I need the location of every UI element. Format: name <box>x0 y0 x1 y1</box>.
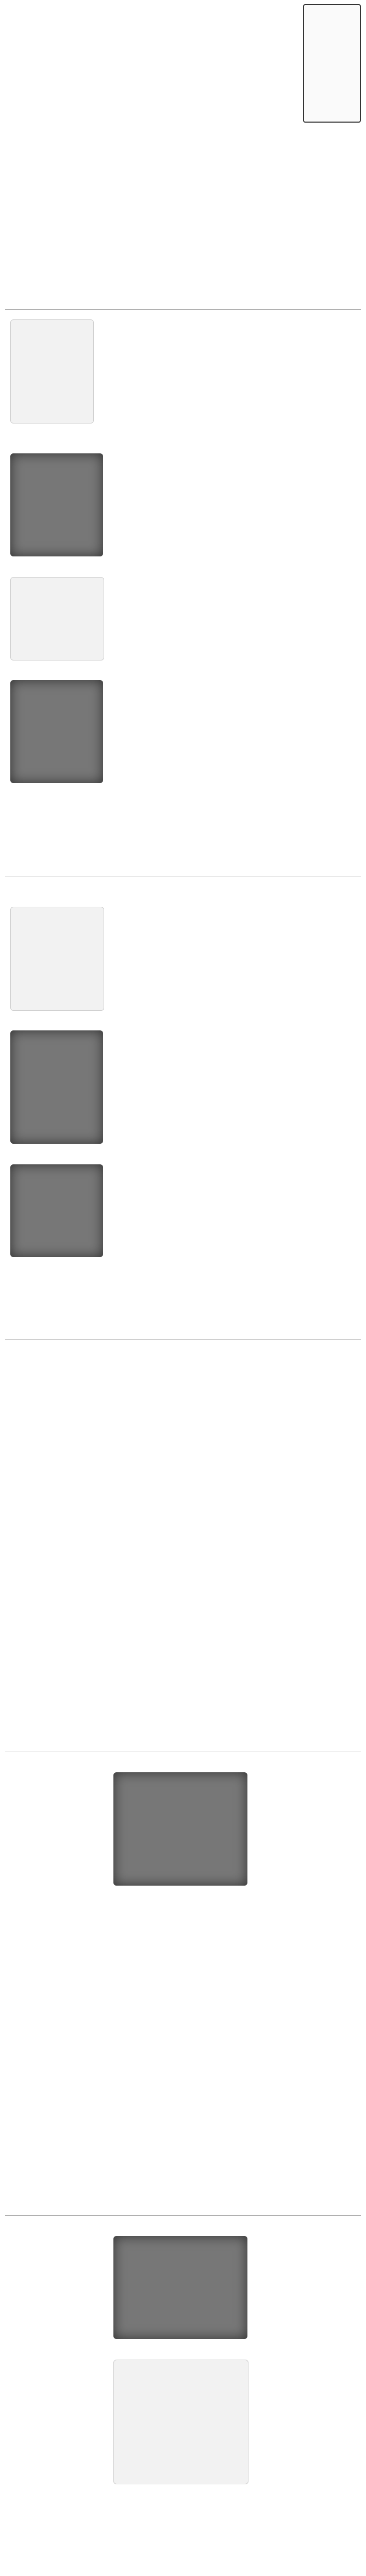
figure-7 <box>10 1164 103 1259</box>
figure-3 <box>10 577 104 663</box>
text-column <box>258 1762 356 2205</box>
figure-1 <box>10 319 94 426</box>
text-column <box>119 134 351 299</box>
figure-10 <box>113 2360 248 2486</box>
figure-3-image <box>10 577 104 660</box>
figure-7-image <box>10 1164 103 1257</box>
figure-9 <box>113 2236 247 2341</box>
figure-4 <box>10 680 103 785</box>
figure-4-image <box>10 680 103 783</box>
section-divider <box>5 2215 361 2216</box>
figure-8-image <box>113 1772 247 1886</box>
figure-6 <box>10 1030 103 1146</box>
text-column <box>258 2226 356 2576</box>
figure-8 <box>113 1772 247 1888</box>
figure-2 <box>10 453 103 558</box>
figure-10-image <box>113 2360 248 2484</box>
text-column <box>119 1350 351 1741</box>
figure-5-image <box>10 907 104 1011</box>
figure-5 <box>10 907 104 1013</box>
text-column <box>119 319 351 866</box>
figure-6-image <box>10 1030 103 1144</box>
title-banner <box>303 4 361 123</box>
figure-2-image <box>10 453 103 556</box>
figure-1-image <box>10 319 94 423</box>
figure-9-image <box>113 2236 247 2339</box>
section-divider <box>5 309 361 310</box>
text-column <box>119 886 351 1329</box>
